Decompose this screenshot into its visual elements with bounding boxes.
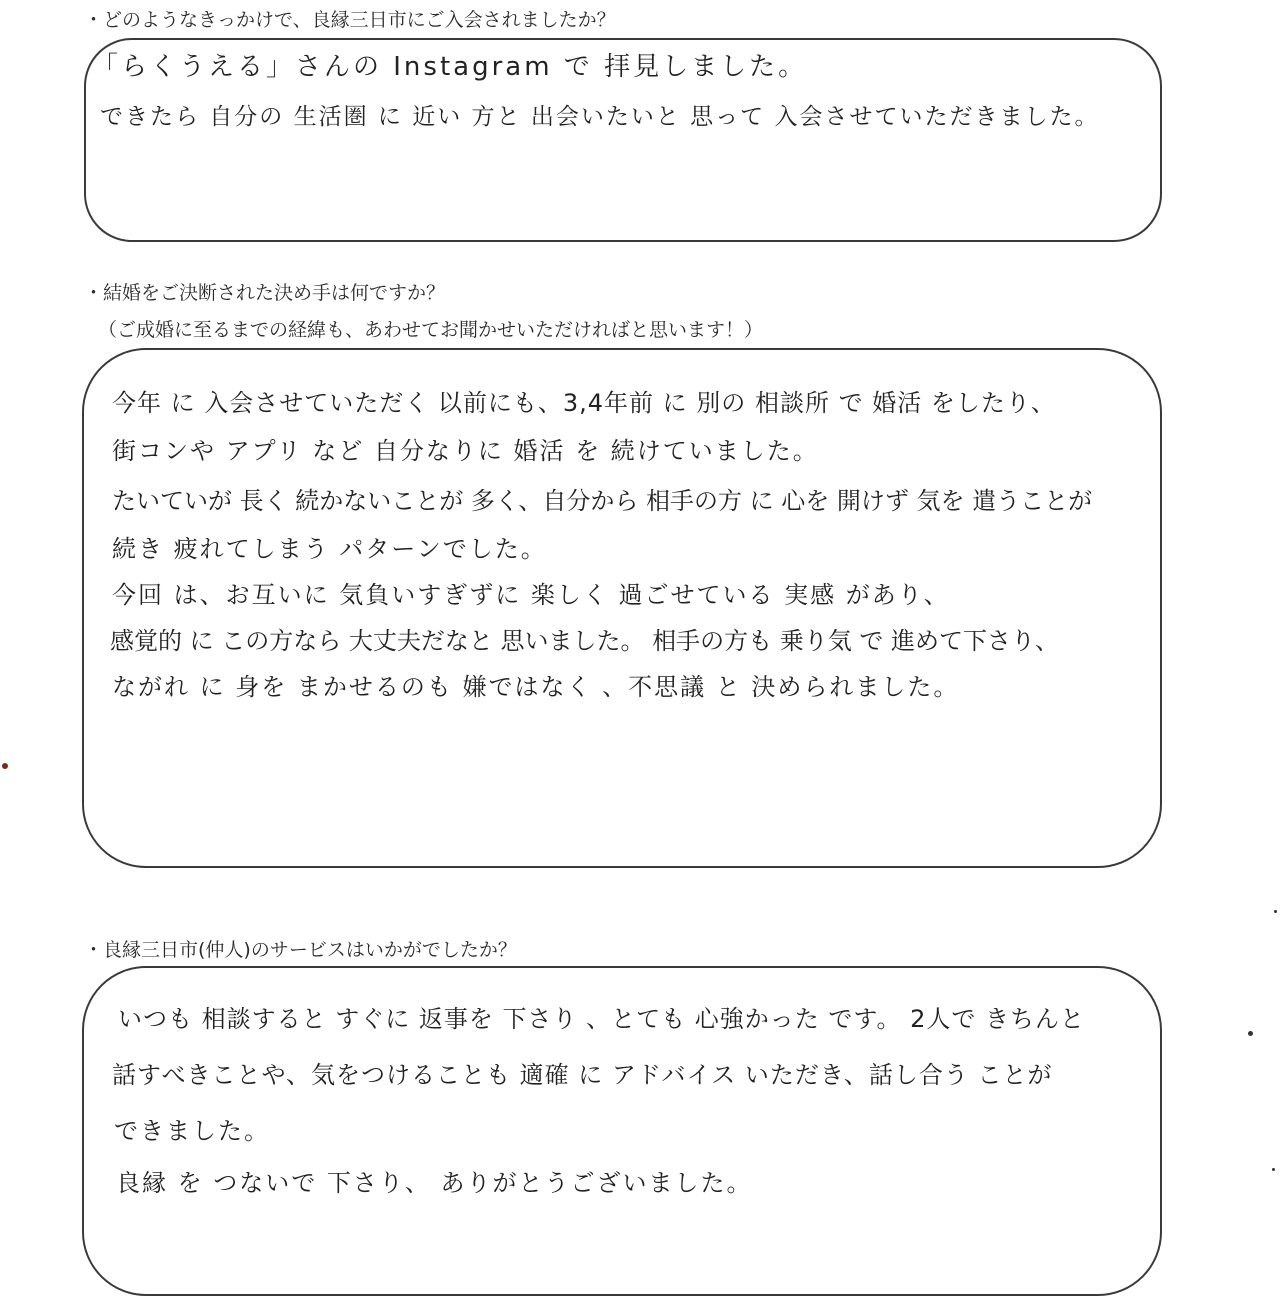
question-1-label: ・どのようなきっかけで、良縁三日市にご入会されましたか？ xyxy=(84,9,616,31)
scan-speck xyxy=(2,763,8,769)
question-2-note: （ご成婚に至るまでの経緯も、あわせてお聞かせいただければと思います！） xyxy=(98,319,764,341)
answer-3-line-1: いつも 相談すると すぐに 返事を 下さり 、とても 心強かった です。 2人で きちんと xyxy=(118,1005,1086,1033)
answer-3-line-4: 良縁 を つないで 下さり、 ありがとうございました。 xyxy=(116,1169,753,1197)
answer-2-line-2: 街コンや アプリ など 自分なりに 婚活 を 続けていました。 xyxy=(112,437,819,465)
answer-1-line-2: できたら 自分の 生活圏 に 近い 方と 出会いたいと 思って 入会させていただきました。 xyxy=(100,104,1100,130)
answer-2-line-4: 続き 疲れてしまう パターンでした。 xyxy=(112,535,547,563)
answer-3-line-3: できました。 xyxy=(114,1117,270,1145)
answer-1-line-1: 「らくうえる」さんの Instagram で 拝見しました。 xyxy=(92,52,808,82)
answer-2-line-5: 今回 は、お互いに 気負いすぎずに 楽しく 過ごせている 実感 があり、 xyxy=(112,581,950,609)
scan-speck xyxy=(1274,910,1277,913)
answer-3-line-2: 話すべきことや、気をつけることも 適確 に アドバイス いただき、話し合う ことが xyxy=(112,1061,1053,1089)
scan-speck xyxy=(1272,1168,1275,1171)
scan-speck xyxy=(1248,1031,1253,1036)
question-3-label: ・良縁三日市(仲人)のサービスはいかがでしたか？ xyxy=(84,939,517,961)
answer-2-line-7: ながれ に 身を まかせるのも 嫌ではなく 、不思議 と 決められました。 xyxy=(112,673,960,701)
answer-2-line-1: 今年 に 入会させていただく 以前にも、3,4年前 に 別の 相談所 で 婚活 をしたり、 xyxy=(112,389,1056,417)
question-2-label: ・結婚をご決断された決め手は何ですか？ xyxy=(84,282,446,304)
answer-2-line-3: たいていが 長く 続かないことが 多く、自分から 相手の方 に 心を 開けず 気を 遣うことが xyxy=(112,487,1093,515)
answer-2-line-6: 感覚的 に この方なら 大丈夫だなと 思いました。 相手の方も 乗り気 で 進めて下さり、 xyxy=(110,627,1060,655)
